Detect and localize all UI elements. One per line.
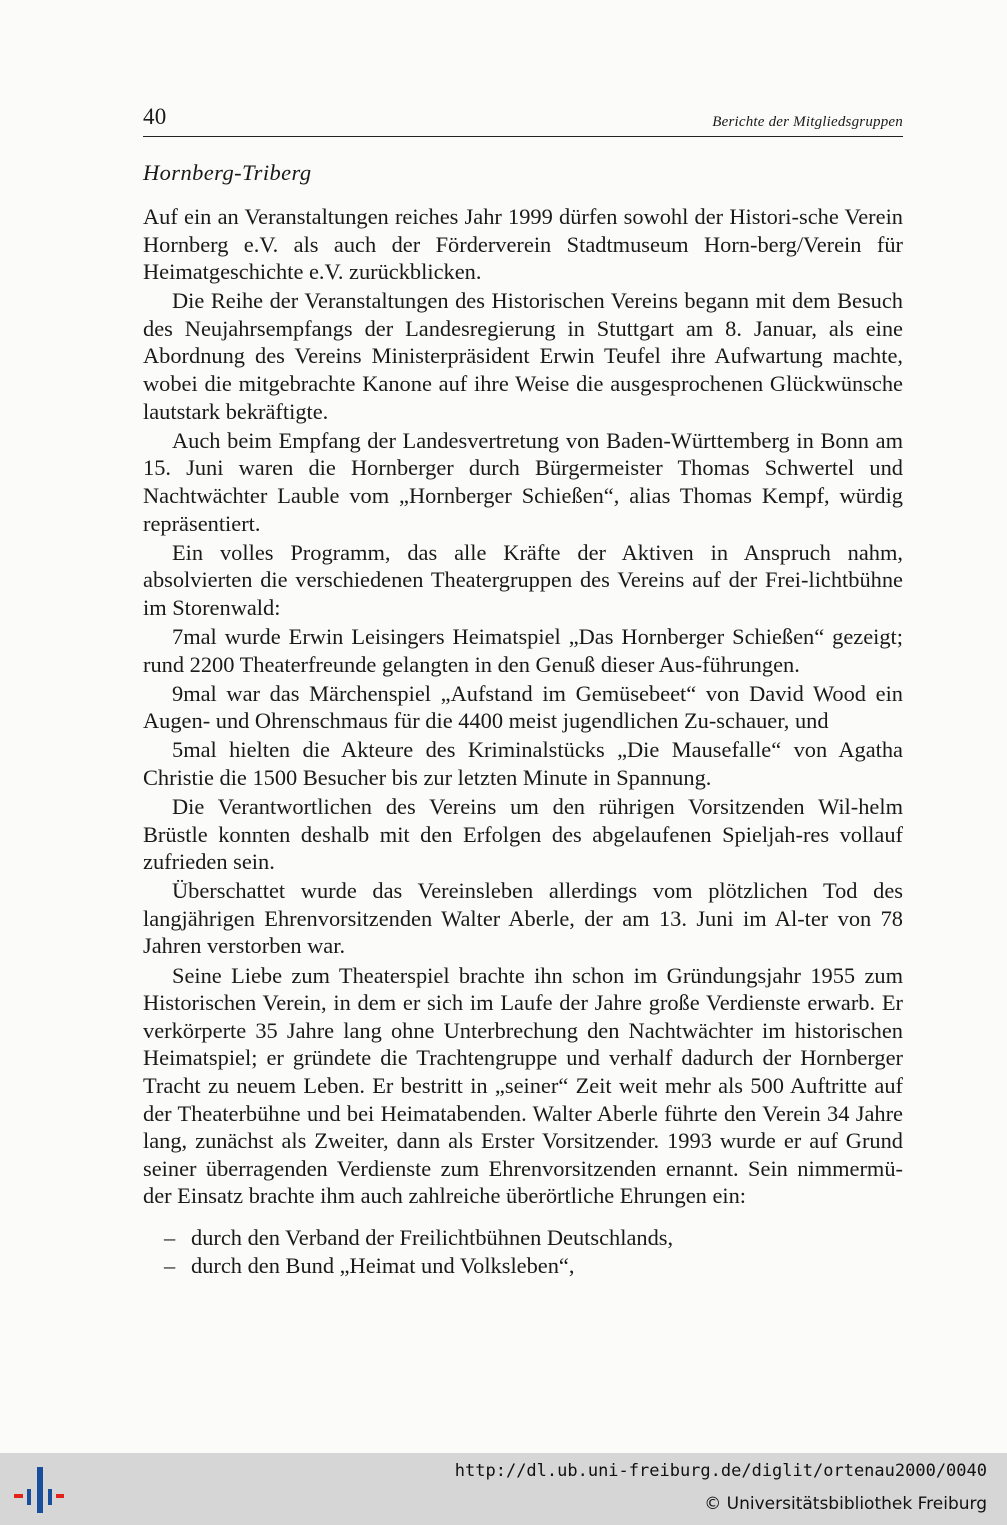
honors-list xyxy=(143,1224,903,1281)
paragraph: Ein volles Programm, das alle Kräfte der Aktiven in Anspruch nahm, absolvierten die verschiedenen Theatergruppen des Vereins auf der Frei-lichtbühne im Storenwald: xyxy=(143,539,903,620)
ub-freiburg-logo-icon xyxy=(14,1465,64,1515)
paragraph: Seine Liebe zum Theaterspiel brachte ihn schon im Gründungsjahr 1955 zum Historischen Verein, in dem er sich im Laufe der Jahre große Verdienste erwarb. Er verkörperte 35 Jahre lang ohne Unterbrechung den Nachtwächter im historischen Heimatspiel; er gründete die Trachtengruppe und verhalf dadurch der Hornberger Tracht zu neuem Leben. Er bestritt in „seiner“ Zeit weit mehr als 500 Auftritte auf der Theaterbühne und bei Heimatabenden. Walter Aberle führte den Verein 34 Jahre lang, zunächst als Zweiter, dann als Erster Vorsitzender. 1993 wurde er auf Grund seiner überragenden Verdienste zum Ehrenvorsitzenden ernannt. Sein nimmermü-der Einsatz brachte ihm auch zahlreiche überörtliche Ehrungen ein: xyxy=(143,962,903,1209)
list-item xyxy=(143,1224,903,1253)
paragraph: 5mal hielten die Akteure des Kriminalstücks „Die Mausefalle“ von Agatha Christie die 1500 Besucher bis zur letzten Minute in Spannung. xyxy=(143,737,903,790)
page-header xyxy=(143,102,903,137)
footer-bar xyxy=(0,1453,1007,1525)
page-number: 40 xyxy=(143,104,167,129)
list-item xyxy=(143,1252,903,1281)
body-text xyxy=(143,203,903,1281)
paragraph: Die Reihe der Veranstaltungen des Historischen Vereins begann mit dem Besuch des Neujahrsempfangs der Landesregierung in Stuttgart am 8. Januar, als eine Abordnung des Vereins Ministerpräsident Erwin Teufel ihre Aufwartung machte, wobei die mitgebrachte Kanone auf ihre Weise die ausgesprochenen Glückwünsche lautstark bekräftigte. xyxy=(143,288,903,424)
dash-marker: – xyxy=(164,1224,176,1250)
section-title: Hornberg-Triberg xyxy=(143,160,312,185)
paragraph: 7mal wurde Erwin Leisingers Heimatspiel „Das Hornberger Schießen“ gezeigt; rund 2200 Theaterfreunde gelangten in den Genuß dieser Aus-führungen. xyxy=(143,623,903,677)
list-item-text: durch den Verband der Freilichtbühnen Deutschlands, xyxy=(191,1224,674,1250)
paragraph: Auf ein an Veranstaltungen reiches Jahr 1999 dürfen sowohl der Histori-sche Verein Hornberg e.V. als auch der Förderverein Stadtmuseum Horn-berg/Verein für Heimatgeschichte e.V. zurückblicken. xyxy=(143,204,903,285)
paragraph: Überschattet wurde das Vereinsleben allerdings vom plötzlichen Tod des langjährigen Ehrenvorsitzenden Walter Aberle, der am 13. Juni im Al-ter von 78 Jahren verstorben war. xyxy=(143,878,903,959)
paragraph: Auch beim Empfang der Landesvertretung von Baden-Württemberg in Bonn am 15. Juni waren die Hornberger durch Bürgermeister Thomas Schwertel und Nachtwächter Lauble vom „Hornberger Schießen“, alias Thomas Kempf, würdig repräsentiert. xyxy=(143,427,903,536)
dash-marker: – xyxy=(164,1253,176,1279)
paragraph: 9mal war das Märchenspiel „Aufstand im Gemüsebeet“ von David Wood ein Augen- und Ohrenschmaus für die 4400 meist jugendlichen Zu-schauer, und xyxy=(143,680,903,734)
list-item-text: durch den Bund „Heimat und Volksleben“, xyxy=(191,1253,575,1279)
paragraph: Die Verantwortlichen des Vereins um den rührigen Vorsitzenden Wil-helm Brüstle konnten deshalb mit den Erfolgen des abgelaufenen Spieljah-res vollauf zufrieden sein. xyxy=(143,793,903,875)
running-head: Berichte der Mitgliedsgruppen xyxy=(712,114,903,130)
source-url-link[interactable]: http://dl.ub.uni-freiburg.de/diglit/ortenau2000/0040 xyxy=(454,1461,987,1481)
copyright-notice: © Universitätsbibliothek Freiburg xyxy=(704,1494,987,1514)
